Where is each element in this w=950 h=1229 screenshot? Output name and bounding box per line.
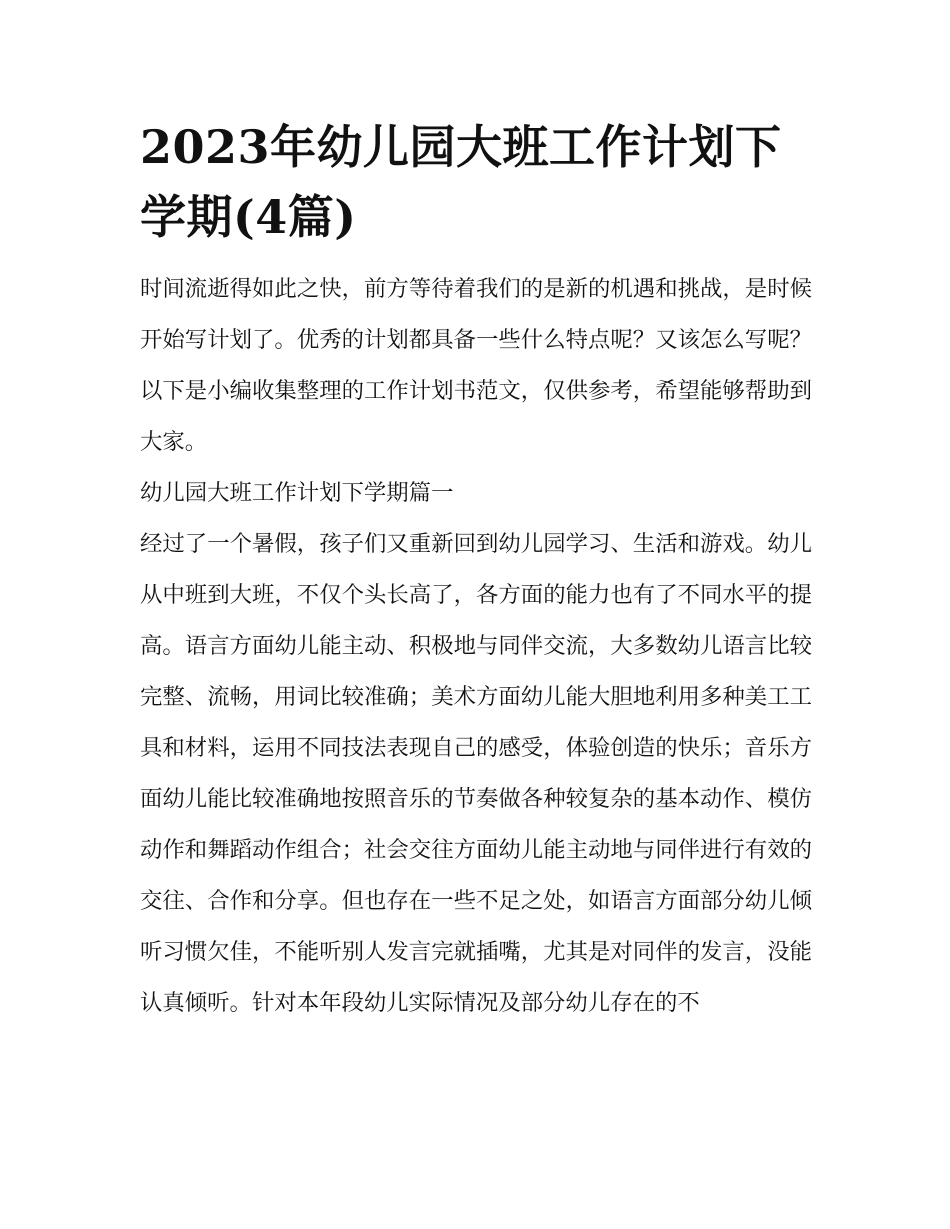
body-paragraph: 经过了一个暑假，孩子们又重新回到幼儿园学习、生活和游戏。幼儿从中班到大班，不仅个头长高了，各方面的能力也有了不同水平的提高。语言方面幼儿能主动、积极地与同伴交流，大多数幼儿语言比较完整、流畅，用词比较准确；美术方面幼儿能大胆地利用多种美工工具和材料，运用不同技法表现自己的感受，体验创造的快乐；音乐方面幼儿能比较准确地按照音乐的节奏做各种较复杂的基本动作、模仿动作和舞蹈动作组合；社会交往方面幼儿能主动地与同伴进行有效的交往、合作和分享。但也存在一些不足之处，如语言方面部分幼儿倾听习惯欠佳，不能听别人发言完就插嘴，尤其是对同伴的发言，没能认真倾听。针对本年段幼儿实际情况及部分幼儿存在的不 — [140, 531, 812, 1016]
intro-paragraph: 时间流逝得如此之快，前方等待着我们的是新的机遇和挑战，是时候开始写计划了。优秀的计划都具备一些什么特点呢？又该怎么写呢？以下是小编收集整理的工作计划书范文，仅供参考，希望能够帮助到大家。 — [140, 276, 812, 455]
section-heading: 幼儿园大班工作计划下学期篇一 — [140, 480, 454, 506]
document-page — [140, 112, 812, 1029]
document-title: 2023年幼儿园大班工作计划下学期(4篇) — [140, 120, 782, 244]
